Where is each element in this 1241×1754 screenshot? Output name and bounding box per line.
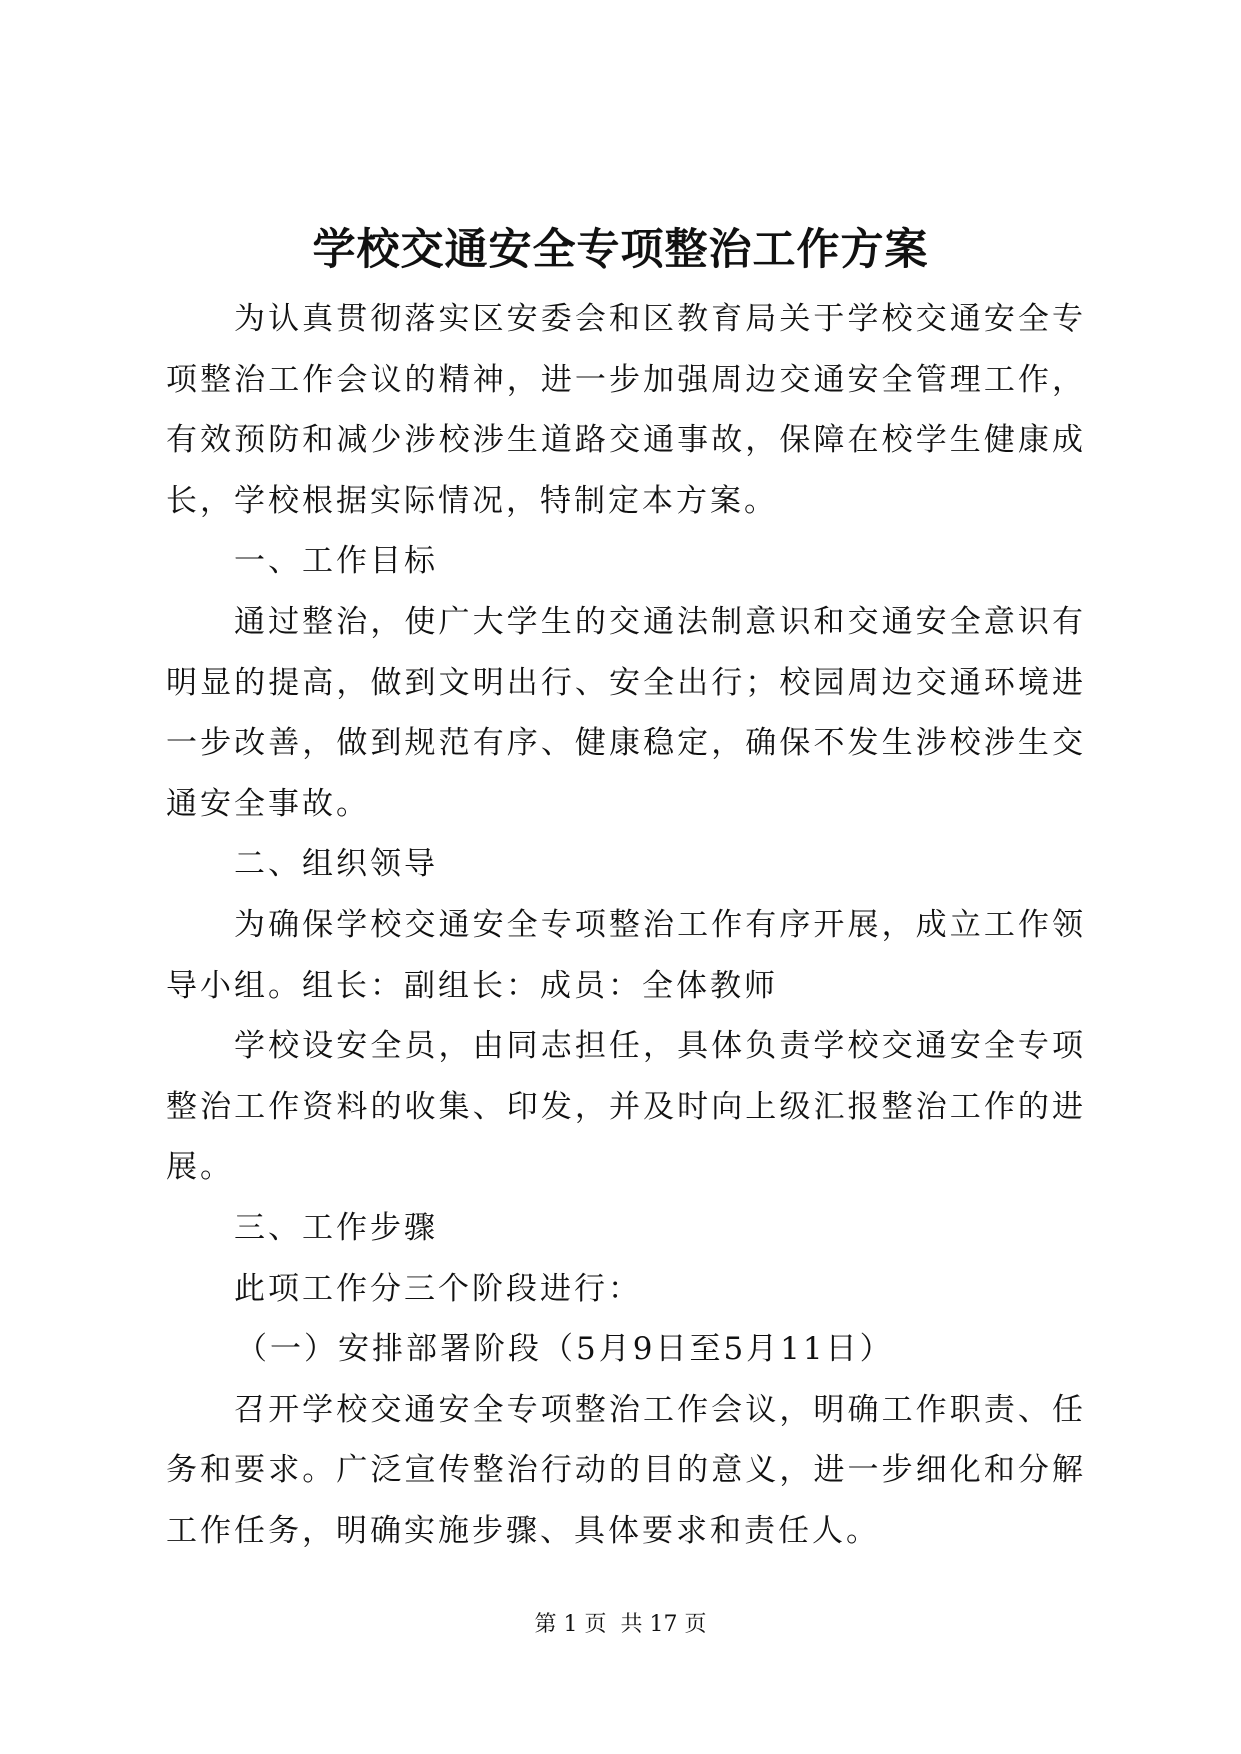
paragraph-safety-officer: 学校设安全员，由同志担任，具体负责学校交通安全专项整治工作资料的收集、印发，并及时向上级汇报整治工作的进展。: [166, 1028, 1086, 1186]
heading-goals: 一、工作目标: [234, 543, 438, 580]
paragraph-goals: 通过整治，使广大学生的交通法制意识和交通安全意识有明显的提高，做到文明出行、安全出行；校园周边交通环境进一步改善，做到规范有序、健康稳定，确保不发生涉校涉生交通安全事故。: [166, 603, 1086, 822]
paragraph-intro: 为认真贯彻落实区安委会和区教育局关于学校交通安全专项整治工作会议的精神，进一步加强周边交通安全管理工作，有效预防和减少涉校涉生道路交通事故，保障在校学生健康成长，学校根据实际情况，特制定本方案。: [166, 301, 1086, 519]
heading-steps: 三、工作步骤: [234, 1209, 438, 1246]
paragraph-organization: 为确保学校交通安全专项整治工作有序开展，成立工作领导小组。组长：副组长：成员：全体教师: [166, 906, 1086, 1004]
document-body: [166, 289, 1086, 1561]
paragraph-phase-one: 召开学校交通安全专项整治工作会议，明确工作职责、任务和要求。广泛宣传整治行动的目的意义，进一步细化和分解工作任务，明确实施步骤、具体要求和责任人。: [166, 1391, 1086, 1549]
heading-organization: 二、组织领导: [234, 846, 438, 883]
document-title: 学校交通安全专项整治工作方案: [312, 225, 929, 275]
paragraph-steps-intro: 此项工作分三个阶段进行：: [234, 1270, 642, 1307]
page-number-footer: 第 1 页 共 17 页: [534, 1612, 707, 1637]
heading-phase-one: （一）安排部署阶段（5月9日至5月11日）: [236, 1331, 894, 1368]
